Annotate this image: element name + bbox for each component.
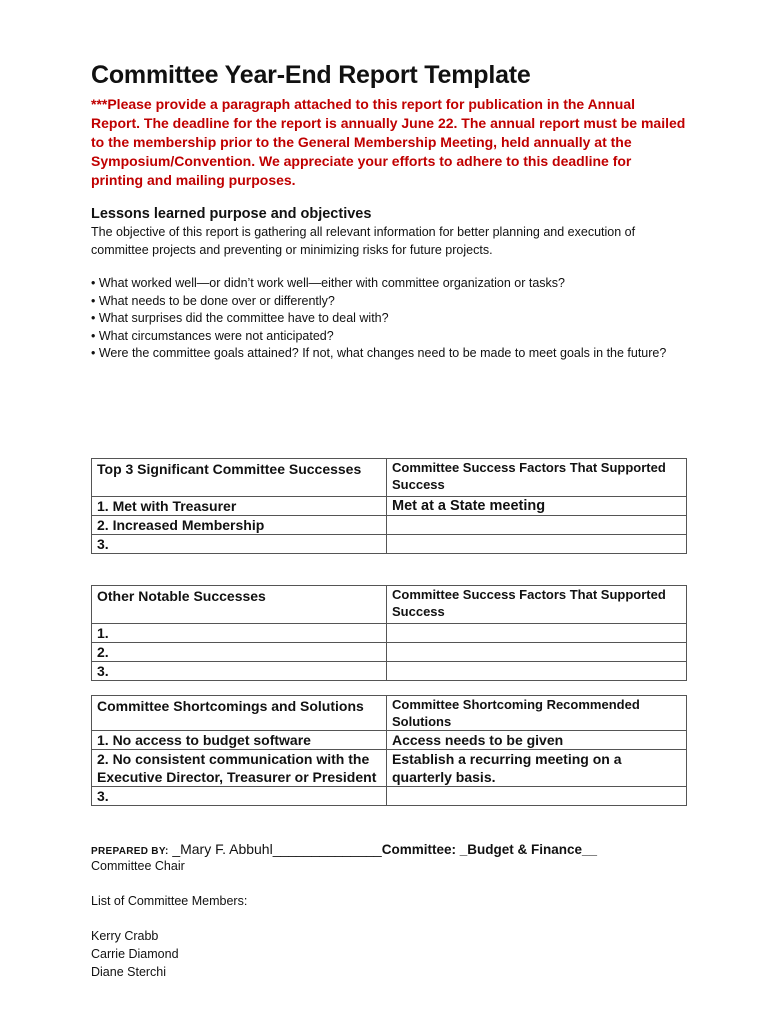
successes-table <box>91 458 687 554</box>
members-list <box>91 927 179 981</box>
bullet-item: • Were the committee goals attained? If not, what changes need to be made to meet goals in the future? <box>91 346 667 360</box>
header-cell-left: Committee Shortcomings and Solutions <box>92 696 387 731</box>
table-header-row <box>92 459 687 497</box>
table-row <box>92 516 687 535</box>
table-cell[interactable] <box>387 624 687 643</box>
member-name: Carrie Diamond <box>91 947 179 961</box>
table-row <box>92 643 687 662</box>
table-cell[interactable]: 1. No access to budget software <box>92 731 387 750</box>
lessons-paragraph: The objective of this report is gathering all relevant information for better planning and execution of committee projects and preventing or minimizing risks for future projects. <box>91 225 636 257</box>
prepared-by-name[interactable]: _Mary F. Abbuhl______________ <box>172 841 382 857</box>
bullet-item: • What worked well—or didn’t work well—either with committee organization or tasks? <box>91 276 565 290</box>
table-cell[interactable] <box>387 643 687 662</box>
table-cell[interactable] <box>387 535 687 554</box>
table-row <box>92 750 687 787</box>
table-cell[interactable] <box>387 662 687 681</box>
member-name: Kerry Crabb <box>91 929 159 943</box>
bullet-item: • What circumstances were not anticipated? <box>91 328 334 343</box>
table-cell[interactable]: 2. No consistent communication with the Executive Director, Treasurer or President <box>92 750 387 787</box>
lessons-bullet-list <box>91 275 687 363</box>
deadline-notice: ***Please provide a paragraph attached to this report for publication in the Annual Report. The deadline for the report is annually June 22. The annual report must be mailed to the membership prior to the General Membership Meeting, held annually at the Symposium/Convention. We appreciate your efforts to adhere to this deadline for printing and mailing purposes. <box>91 96 686 188</box>
table-row <box>92 787 687 806</box>
table-cell[interactable]: Establish a recurring meeting on a quarterly basis. <box>387 750 687 787</box>
bullet-item: • What needs to be done over or differently? <box>91 293 335 308</box>
header-cell-left: Other Notable Successes <box>92 586 387 624</box>
table-header-row <box>92 586 687 624</box>
header-cell-right: Committee Success Factors That Supported Success <box>387 459 687 497</box>
table-cell[interactable] <box>387 787 687 806</box>
table-cell[interactable]: Met at a State meeting <box>387 497 687 516</box>
shortcomings-table <box>91 695 687 806</box>
header-cell-right: Committee Success Factors That Supported Success <box>387 586 687 624</box>
committee-name[interactable]: Committee: _Budget & Finance__ <box>381 842 598 857</box>
bullet-item: • What surprises did the committee have to deal with? <box>91 311 389 325</box>
table-cell[interactable]: Access needs to be given <box>387 731 687 750</box>
table-row <box>92 497 687 516</box>
other-successes-table <box>91 585 687 681</box>
table-cell[interactable]: 3. <box>92 662 387 681</box>
header-cell-right: Committee Shortcoming Recommended Solutions <box>387 696 687 731</box>
page-title: Committee Year-End Report Template <box>91 61 531 89</box>
table-row <box>92 624 687 643</box>
table-cell[interactable]: 1. Met with Treasurer <box>92 497 387 516</box>
table-row <box>92 662 687 681</box>
table-cell[interactable]: 3. <box>92 535 387 554</box>
lessons-heading: Lessons learned purpose and objectives <box>91 206 372 222</box>
table-row <box>92 731 687 750</box>
table-cell[interactable]: 2. <box>92 643 387 662</box>
table-cell[interactable] <box>387 516 687 535</box>
header-cell-left: Top 3 Significant Committee Successes <box>92 459 387 497</box>
table-row <box>92 535 687 554</box>
members-list-label: List of Committee Members: <box>91 894 248 908</box>
document-page <box>91 60 687 979</box>
table-cell[interactable]: 2. Increased Membership <box>92 516 387 535</box>
prepared-by-label: PREPARED BY: <box>91 846 169 857</box>
member-name: Diane Sterchi <box>91 965 167 979</box>
committee-chair-label: Committee Chair <box>91 859 185 873</box>
table-cell[interactable]: 1. <box>92 624 387 643</box>
table-cell[interactable]: 3. <box>92 787 387 806</box>
table-header-row <box>92 696 687 731</box>
